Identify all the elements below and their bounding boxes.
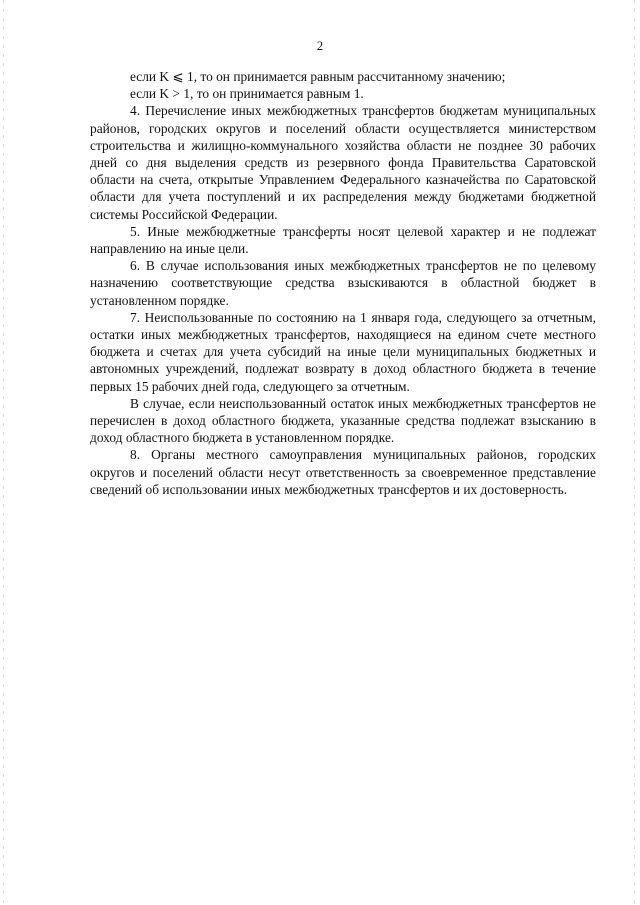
paragraph: 6. В случае использования иных межбюджетных трансфертов не по целевому назначению соответствующие средства взыскиваются в областной бюджет в установленном порядке. — [90, 258, 596, 308]
paragraph: если K ⩽ 1, то он принимается равным рассчитанному значению; — [130, 69, 506, 84]
scan-edge-left — [3, 0, 4, 905]
paragraph: 5. Иные межбюджетные трансферты носят целевой характер и не подлежат направлению на иные цели. — [90, 223, 596, 257]
document-body — [90, 68, 596, 498]
paragraph: 7. Неиспользованные по состоянию на 1 января года, следующего за отчетным, остатки иных межбюджетных трансфертов, находящиеся на едином счете местного бюджета и счетах для учета субсидий на иные цели муниципальных бюджетных и автономных учреждений, подлежат возврату в доход областного бюджета в течение первых 15 рабочих дней года, следующего за отчетным. — [90, 309, 596, 394]
paragraph: 4. Перечисление иных межбюджетных трансфертов бюджетам муниципальных районов, городских округов и поселений области осуществляется министерством строительства и жилищно-коммунального хозяйства области не позднее 30 рабочих дней со дня выделения средств из резервного фонда Правительства Саратовской области на счета, открытые Управлением Федерального казначейства по Саратовской области для учета поступлений и их распределения между бюджетами бюджетной системы Российской Федерации. — [90, 103, 596, 222]
scan-edge-right — [634, 0, 635, 905]
page-number: 2 — [316, 39, 324, 53]
paragraph: 8. Органы местного самоуправления муниципальных районов, городских округов и поселений области несут ответственность за своевременное представление сведений об использовании иных межбюджетных трансфертов и их достоверность. — [90, 447, 596, 497]
paragraph: если K > 1, то он принимается равным 1. — [130, 86, 364, 102]
paragraph: В случае, если неиспользованный остаток иных межбюджетных трансфертов не перечислен в доход областного бюджета, указанные средства подлежат взысканию в доход областного бюджета в установленном порядке. — [90, 395, 596, 446]
